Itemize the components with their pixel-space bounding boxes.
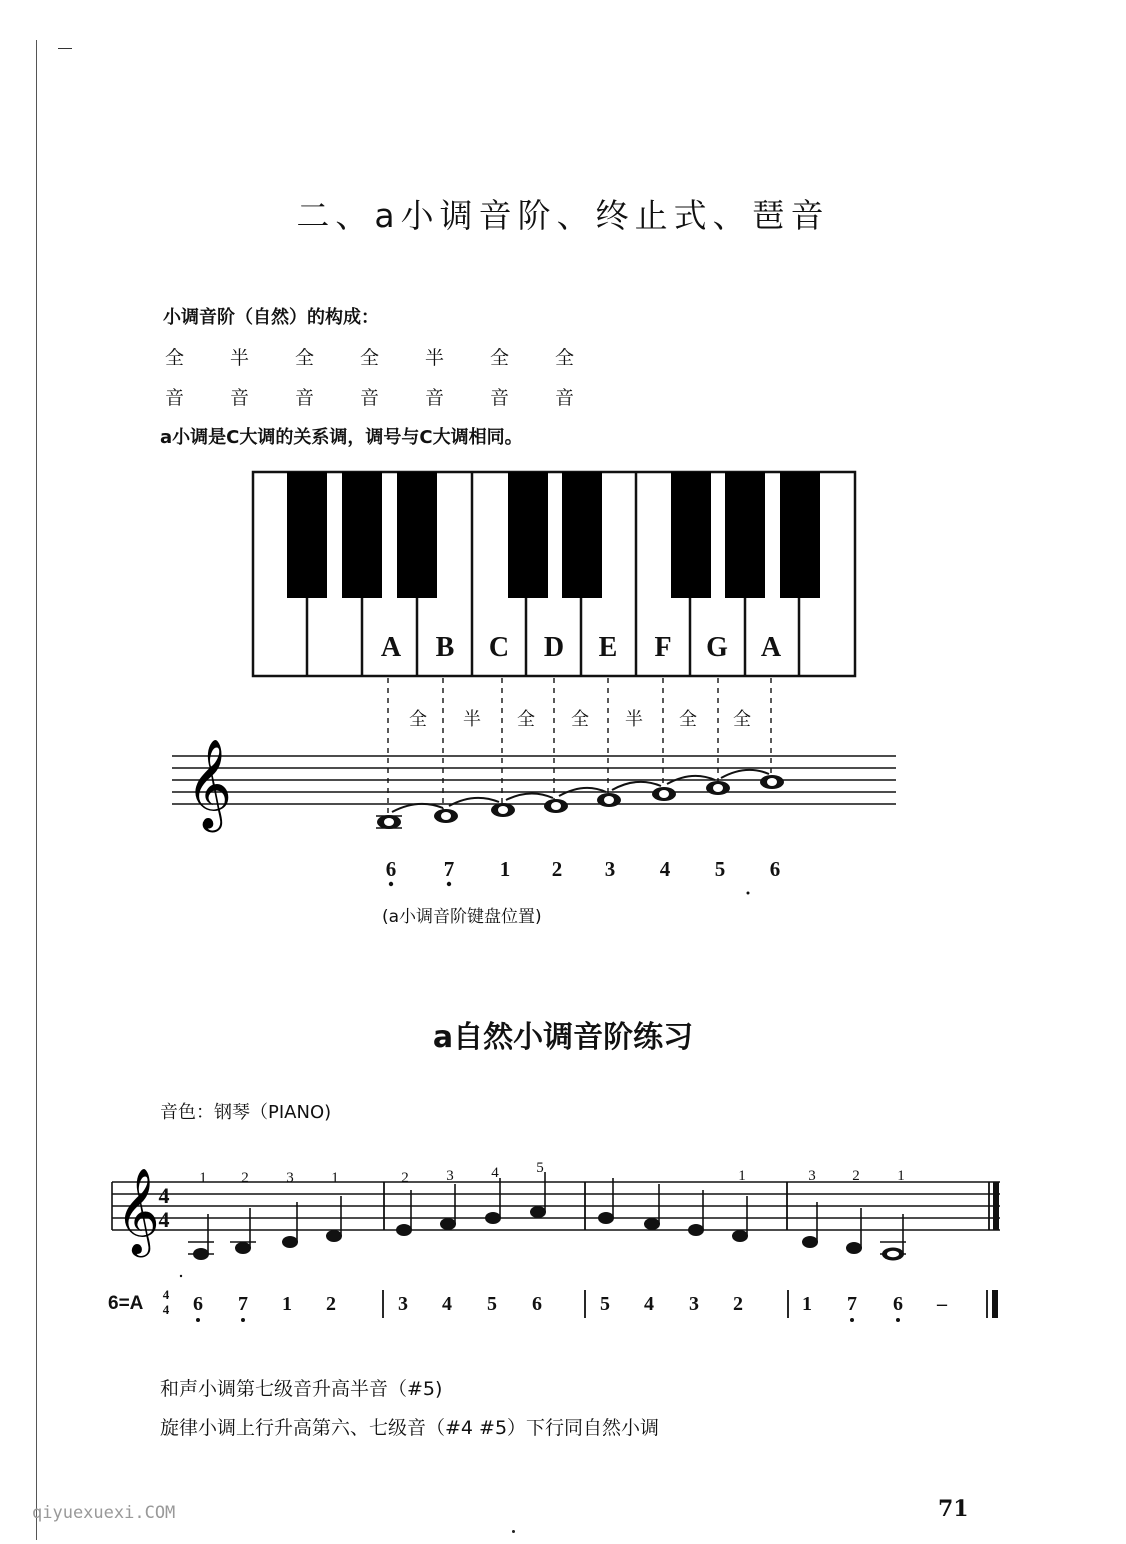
- exercise-staff-lines: [112, 1182, 1000, 1230]
- key-label: G: [706, 632, 728, 663]
- step-char: 音: [360, 387, 380, 409]
- note-head: [396, 1224, 412, 1236]
- note-head: [282, 1236, 298, 1248]
- jianpu-digit: 7: [238, 1293, 248, 1315]
- treble-clef-icon: 𝄞: [186, 739, 233, 829]
- note-head: [530, 1206, 546, 1218]
- interval-label: 半: [625, 709, 643, 729]
- black-key: [397, 472, 437, 598]
- jianpu-digit: 6: [532, 1293, 542, 1315]
- staff-lines: [172, 756, 896, 804]
- step-char: 音: [165, 387, 185, 409]
- timbre-label: 音色：钢琴（PIANO): [160, 1102, 332, 1123]
- step-char: 音: [230, 387, 250, 409]
- note-head: [235, 1242, 251, 1254]
- step-char: 音: [295, 387, 315, 409]
- note-stems: [208, 1172, 903, 1254]
- step-char: 全: [360, 347, 380, 369]
- jianpu-lower-dots: [196, 1318, 900, 1322]
- dashed-guides: [388, 678, 771, 820]
- fingering: 2: [241, 1170, 249, 1186]
- jianpu-digit: 2: [733, 1293, 743, 1315]
- step-row-1: [0, 343, 1126, 373]
- jianpu-digit: 6: [769, 857, 781, 881]
- jianpu-digit: 2: [551, 857, 563, 881]
- melodic-minor-note: 旋律小调上行升高第六、七级音（#4 #5）下行同自然小调: [160, 1417, 660, 1439]
- note-head: [732, 1230, 748, 1242]
- jianpu-digit: 1: [282, 1293, 292, 1315]
- key-label: A: [760, 632, 782, 663]
- jianpu-digit: 7: [443, 857, 455, 881]
- fingering: 3: [808, 1168, 816, 1184]
- time-signature-bottom: 4: [158, 1207, 170, 1232]
- jianpu-digit: 4: [442, 1293, 452, 1315]
- step-char: 音: [425, 387, 445, 409]
- exercise-score: [0, 1150, 1126, 1330]
- scale-composition-heading: 小调音阶（自然）的构成：: [163, 307, 379, 328]
- keyboard-caption: (a小调音阶键盘位置): [382, 907, 542, 927]
- key-label: 6=A: [108, 1293, 144, 1314]
- step-char: 音: [490, 387, 510, 409]
- page-title: 二、a小调音阶、终止式、琶音: [296, 196, 830, 235]
- jianpu-time-bottom: 4: [162, 1302, 170, 1317]
- step-char: 半: [230, 347, 250, 369]
- step-row-2: [0, 383, 1126, 413]
- note-head: [440, 1218, 456, 1230]
- step-char: 全: [555, 347, 575, 369]
- final-barline: [993, 1182, 999, 1230]
- black-key: [671, 472, 711, 598]
- jianpu-digit: 5: [487, 1293, 497, 1315]
- relation-text: a小调是C大调的关系调，调号与C大调相同。: [160, 427, 523, 448]
- quarter-notes: [193, 1206, 904, 1261]
- jianpu-digit: –: [937, 1293, 947, 1315]
- jianpu-digit: 1: [499, 857, 511, 881]
- speck: [747, 892, 750, 895]
- margin-tick: [58, 48, 72, 49]
- note-head: [846, 1242, 862, 1254]
- fingering: 1: [199, 1170, 207, 1186]
- jianpu-digit: 5: [714, 857, 726, 881]
- page-number: 71: [938, 1496, 969, 1522]
- key-label: E: [598, 632, 618, 663]
- step-char: 音: [555, 387, 575, 409]
- note-head: [598, 1212, 614, 1224]
- interval-label: 全: [517, 709, 535, 729]
- interval-label: 全: [409, 709, 427, 729]
- key-label: B: [435, 632, 455, 663]
- fingering: 1: [331, 1170, 339, 1186]
- jianpu-digit: 6: [193, 1293, 203, 1315]
- jianpu-digit: 7: [847, 1293, 857, 1315]
- harmonic-minor-note: 和声小调第七级音升高半音（#5): [160, 1378, 443, 1400]
- jianpu-digit: 4: [644, 1293, 654, 1315]
- step-char: 全: [490, 347, 510, 369]
- step-char: 全: [165, 347, 185, 369]
- fingering: 2: [401, 1170, 409, 1186]
- interval-label: 全: [733, 709, 751, 729]
- key-label: C: [488, 632, 510, 663]
- time-signature-top: 4: [158, 1183, 170, 1208]
- jianpu-time-top: 4: [162, 1287, 170, 1302]
- note-head: [802, 1236, 818, 1248]
- black-key: [725, 472, 765, 598]
- jianpu-digit: 1: [802, 1293, 812, 1315]
- key-label: A: [380, 632, 402, 663]
- fingering: 2: [852, 1168, 860, 1184]
- note-head: [644, 1218, 660, 1230]
- jianpu-digit: 6: [385, 857, 397, 881]
- treble-clef-icon: 𝄞: [116, 1168, 160, 1254]
- fingering: 3: [446, 1168, 454, 1184]
- jianpu-digit: 3: [604, 857, 616, 881]
- jianpu-final-barline: [992, 1290, 998, 1318]
- black-key: [562, 472, 602, 598]
- step-char: 半: [425, 347, 445, 369]
- watermark: qiyuexuexi.COM: [32, 1503, 176, 1523]
- step-char: 全: [295, 347, 315, 369]
- fingering: 5: [536, 1160, 544, 1176]
- speck: [512, 1530, 515, 1533]
- black-key: [287, 472, 327, 598]
- jianpu-digit: 2: [326, 1293, 336, 1315]
- black-key: [342, 472, 382, 598]
- interval-label: 半: [463, 709, 481, 729]
- scale-notes: [376, 775, 784, 829]
- jianpu-digit: 5: [600, 1293, 610, 1315]
- fingering: 3: [286, 1170, 294, 1186]
- black-key: [508, 472, 548, 598]
- jianpu-digit: 6: [893, 1293, 903, 1315]
- lower-octave-dot: [447, 882, 451, 886]
- fingering: 4: [491, 1165, 499, 1181]
- exercise-title: a自然小调音阶练习: [432, 1020, 694, 1055]
- note-head: [485, 1212, 501, 1224]
- note-head: [688, 1224, 704, 1236]
- keyboard-figure: [0, 460, 1126, 930]
- black-key: [780, 472, 820, 598]
- interval-label: 全: [571, 709, 589, 729]
- fingering: 1: [738, 1168, 746, 1184]
- note-head: [326, 1230, 342, 1242]
- jianpu-digit: 4: [659, 857, 671, 881]
- jianpu-digit: 3: [689, 1293, 699, 1315]
- key-label: F: [654, 632, 672, 663]
- interval-label: 全: [679, 709, 697, 729]
- lower-octave-dot: [389, 882, 393, 886]
- note-head: [193, 1248, 209, 1260]
- key-label: D: [543, 632, 565, 663]
- fingering: 1: [897, 1168, 905, 1184]
- jianpu-digit: 3: [398, 1293, 408, 1315]
